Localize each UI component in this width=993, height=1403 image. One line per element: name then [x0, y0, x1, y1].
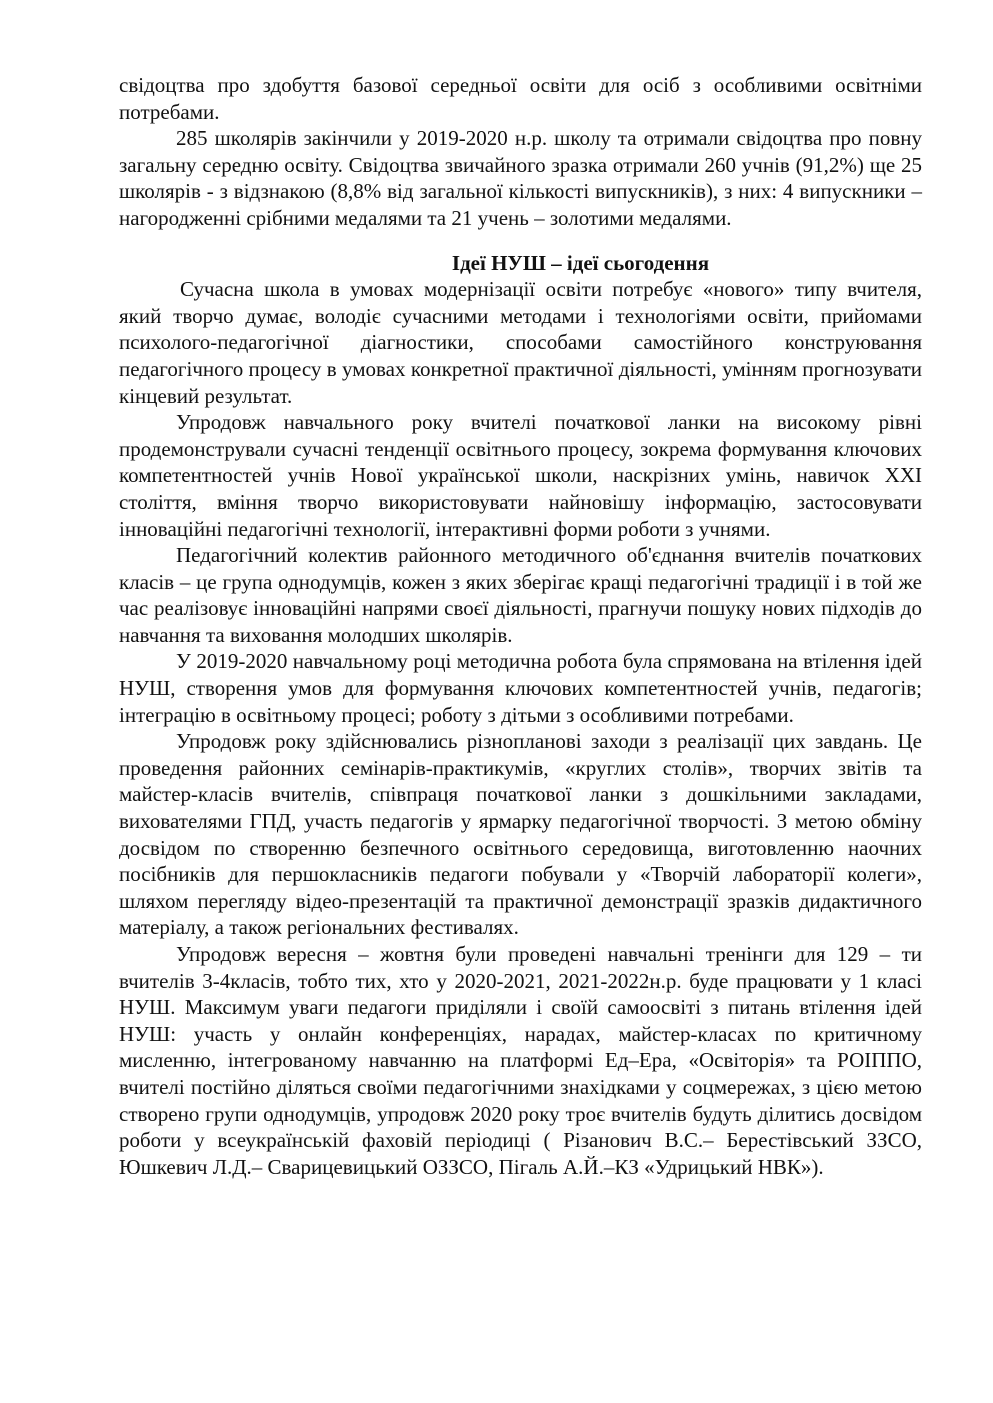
paragraph-methodical-work: У 2019-2020 навчальному році методична робота була спрямована на втілення ідей НУШ, створення умов для формування ключових компетентностей учнів, педагогів; інтеграцію в освітньому процесі; роботу з дітьми з особливими потребами. [119, 649, 922, 727]
section-heading: Ідеї НУШ – ідеї сьогодення [451, 250, 710, 275]
paragraph-primary-teachers: Упродовж навчального року вчителі початкової ланки на високому рівні продемонстрували сучасні тенденції освітнього процесу, зокрема формування ключових компетентностей учнів Нової української школи, наскрізних умінь, навичок ХХІ століття, вміння творчо використовувати найновішу інформацію, застосовувати інноваційні педагогічні технології, інтерактивні форми роботи з учнями. [119, 410, 922, 541]
paragraph-modern-school: Сучасна школа в умовах модернізації освіти потребує «нового» типу вчителя, який творчо думає, володіє сучасними методами і технологіями освіти, прийомами психолого-педагогічної діагностики, способами самостійного конструювання педагогічного процесу в умовах конкретної практичної діяльності, умінням прогнозувати кінцевий результат. [119, 277, 922, 408]
paragraph-methodical-association: Педагогічний колектив районного методичного об'єднання вчителів початкових класів – це група однодумців, кожен з яких зберігає кращі педагогічні традиції і в той же час реалізовує інноваційні напрями своєї діяльності, прагнучи пошуку нових підходів до навчання та виховання молодших школярів. [119, 543, 922, 647]
paragraph-continuation: свідоцтва про здобуття базової середньої освіти для осіб з особливими освітніми потребами. [119, 73, 922, 124]
document-page [119, 72, 922, 1180]
paragraph-trainings: Упродовж вересня – жовтня були проведені навчальні тренінги для 129 – ти вчителів 3-4класів, тобто тих, хто у 2020-2021, 2021-2022н.р. буде працювати у 1 класі НУШ. Максимум уваги педагоги приділяли і своїй самоосвіті з питань втілення ідей НУШ: участь у онлайн конференціях, нарадах, майстер-класах по критичному мисленню, інтегрованому навчанню на платформі Ед–Ера, «Освіторія» та РОІППО, вчителі постійно діляться своїми педагогічними знахідками у соцмережах, з цією метою створено групи однодумців, упродовж 2020 року троє вчителів будуть ділитись досвідом роботи у всеукраїнській фаховій періодиці ( Різанович В.С.– Берестівський ЗЗСО, Юшкевич Л.Д.– Сварицевицький ОЗЗСО, Пігаль А.Й.–КЗ «Удрицький НВК»). [119, 942, 922, 1179]
paragraph-activities: Упродовж року здійснювались різнопланові заходи з реалізації цих завдань. Це проведення районних семінарів-практикумів, «круглих столів», творчих звітів та майстер-класів вчителів, співпраця початкової ланки з дошкільними закладами, вихователями ГПД, участь педагогів у ярмарку педагогічної творчості. З метою обміну досвідом по створенню безпечного освітнього середовища, виготовленню наочних посібників для першокласників педагоги побували у «Творчій лабораторії колеги», шляхом перегляду відео-презентацій та практичної демонстрації зразків дидактичного матеріалу, а також регіональних фестивалях. [119, 729, 922, 940]
paragraph-graduates: 285 школярів закінчили у 2019-2020 н.р. школу та отримали свідоцтва про повну загальну середню освіту. Свідоцтва звичайного зразка отримали 260 учнів (91,2%) ще 25 школярів - з відзнакою (8,8% від загальної кількості випускників), з них: 4 випускники – нагородженні срібними медалями та 21 учень – золотими медалями. [119, 126, 922, 230]
